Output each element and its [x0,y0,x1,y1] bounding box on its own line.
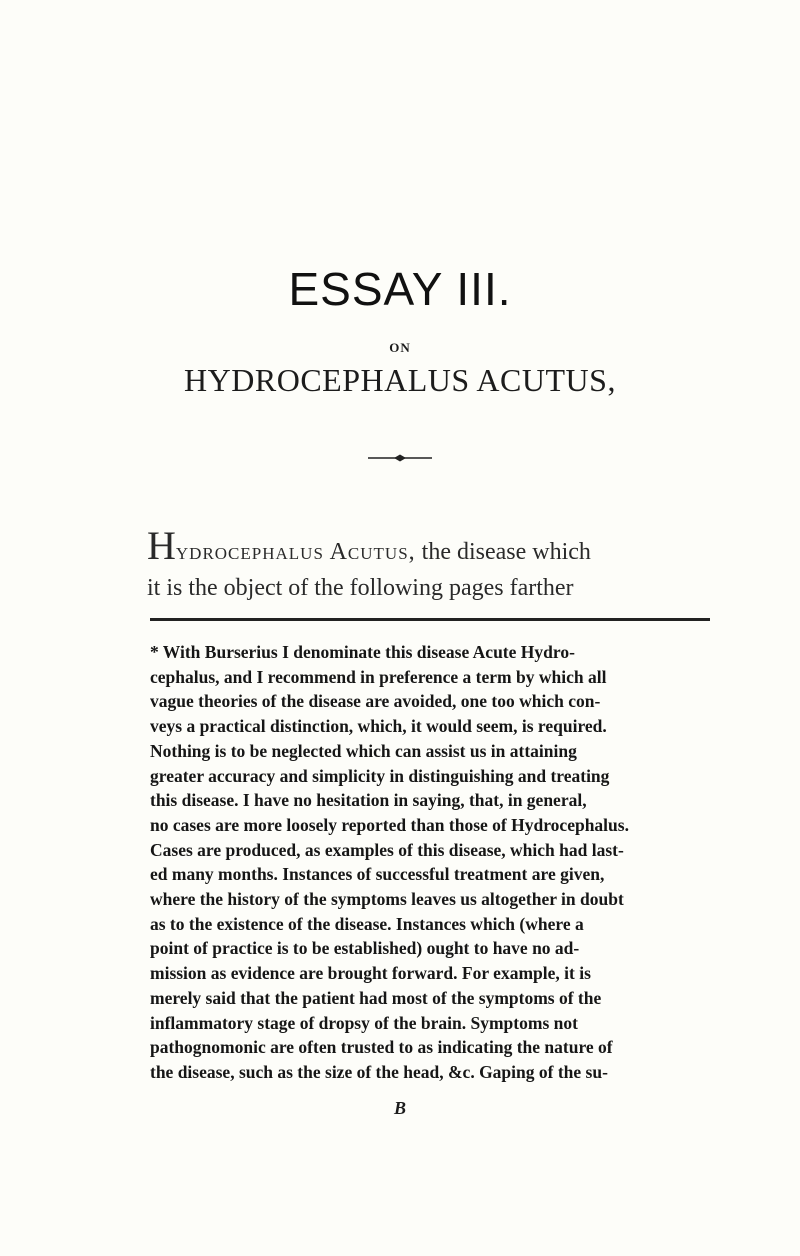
lead-paragraph [147,523,712,606]
footnote-line: where the history of the symptoms leaves us altogether in doubt [150,889,624,910]
lead-line-2: it is the object of the following pages farther [147,575,574,601]
drop-cap: H [147,523,176,568]
footnote-line: inflammatory stage of dropsy of the brain. Symptoms not [150,1012,578,1033]
footnote [150,640,710,1085]
ornament-divider [360,452,440,464]
footnote-line: greater accuracy and simplicity in distinguishing and treating [150,765,610,786]
footnote-line: point of practice is to be established) ought to have no ad- [150,938,580,959]
footnote-line: * With Burserius I denominate this disease Acute Hydro- [150,642,575,662]
signature-mark: B [393,1098,406,1118]
lead-line-1 [147,523,712,570]
footnote-line: vague theories of the disease are avoided, one too which con- [150,691,601,712]
footnote-line: mission as evidence are brought forward. For example, it is [150,963,591,984]
footnote-line: the disease, such as the size of the head, &c. Gaping of the su- [150,1061,608,1082]
footnote-line: ed many months. Instances of successful treatment are given, [150,864,605,885]
on-label: ON [389,340,411,355]
footnote-line: no cases are more loosely reported than those of Hydrocephalus. [150,814,629,835]
footnote-line: cephalus, and I recommend in preference a term by which all [150,666,607,687]
footnote-line: as to the existence of the disease. Instances which (where a [150,913,584,934]
footnote-line: Nothing is to be neglected which can assist us in attaining [150,740,577,761]
lead-line-1-rest: the disease which [415,539,591,565]
footnote-line: this disease. I have no hesitation in saying, that, in general, [150,790,587,811]
footnote-rule [150,618,710,621]
subject-title: HYDROCEPHALUS ACUTUS, [184,362,616,398]
essay-title: ESSAY III. [288,263,512,315]
footnote-line: veys a practical distinction, which, it would seem, is required. [150,716,607,737]
footnote-line: merely said that the patient had most of the symptoms of the [150,987,602,1008]
footnote-line: pathognomonic are often trusted to as indicating the nature of [150,1037,613,1058]
footnote-line: Cases are produced, as examples of this disease, which had last- [150,839,624,860]
lead-small-caps: ydrocephalus Acutus, [175,539,416,565]
